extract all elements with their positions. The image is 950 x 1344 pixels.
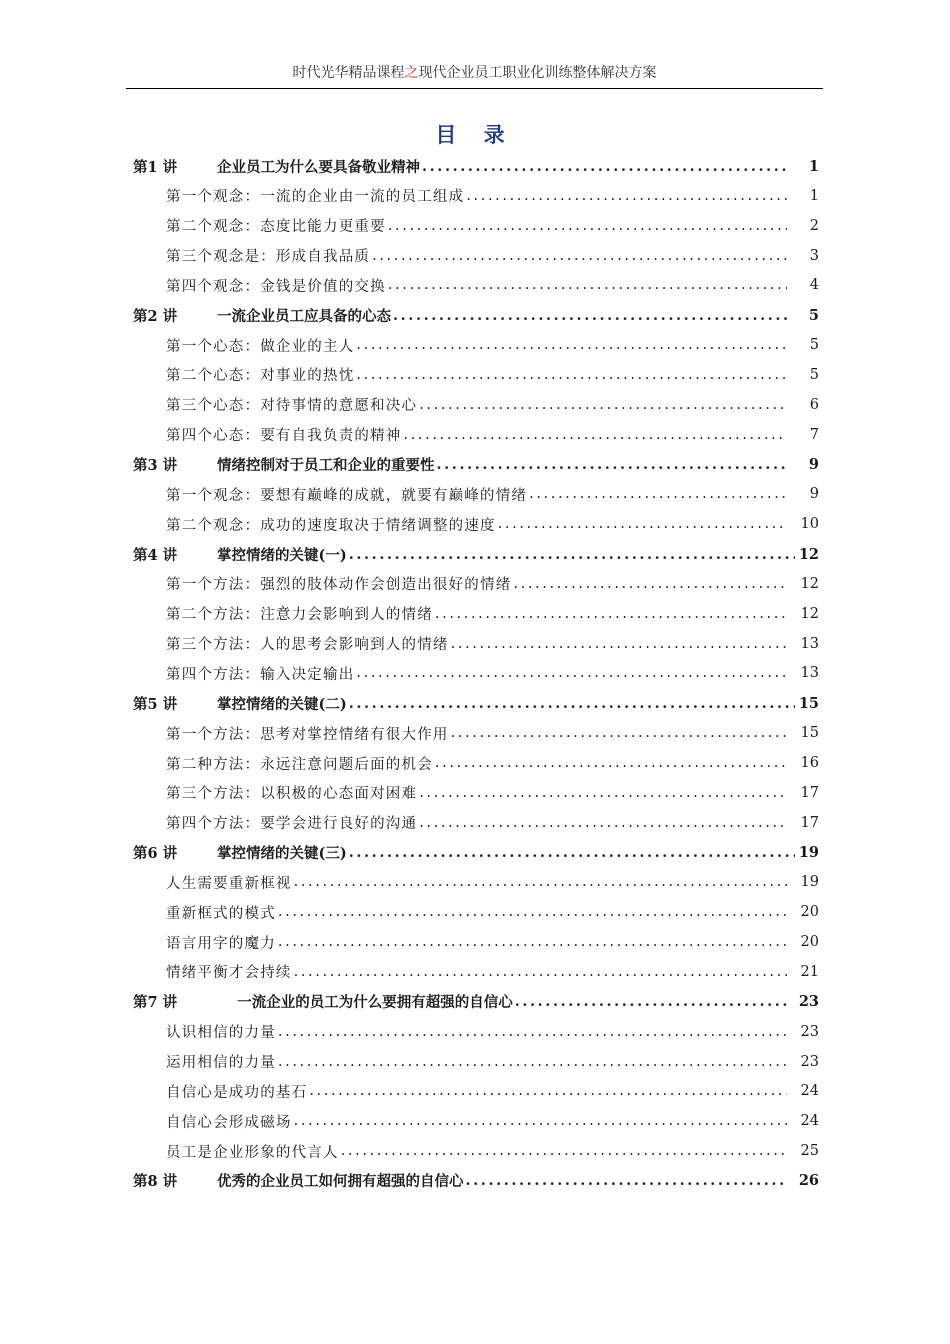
page-number: 15: [798, 694, 819, 712]
chapter-number: 第2 讲: [133, 307, 178, 325]
section-title: 重新框式的模式: [166, 905, 276, 922]
page-number: 3: [809, 247, 819, 264]
leader-dots: [356, 665, 787, 681]
page-header: [126, 62, 823, 89]
leader-dots: [372, 248, 787, 264]
page-number: 5: [809, 337, 819, 354]
toc-section-row[interactable]: [166, 181, 819, 211]
page-number: 20: [800, 934, 819, 951]
toc-section-row[interactable]: [166, 270, 819, 300]
toc-section-row[interactable]: [166, 420, 819, 450]
page-number: 13: [800, 635, 819, 652]
page-number: 16: [800, 755, 819, 771]
toc-section-row[interactable]: [166, 1106, 819, 1136]
toc-section-row[interactable]: [166, 748, 819, 778]
page-number: 25: [800, 1143, 819, 1160]
leader-dots: [278, 1024, 787, 1040]
page-number: 12: [800, 575, 819, 592]
toc-section-row[interactable]: [166, 1047, 819, 1077]
toc-chapter-row[interactable]: [133, 688, 819, 718]
section-title: 第四个心态：要有自我负责的精神: [166, 428, 402, 445]
chapter-title: 情绪控制对于员工和企业的重要性: [217, 457, 435, 474]
page-number: 24: [800, 1113, 819, 1130]
page-number: 23: [800, 1023, 819, 1040]
toc-section-row[interactable]: [166, 927, 819, 957]
chapter-number: 第1 讲: [133, 158, 178, 176]
leader-dots: [419, 785, 787, 801]
toc-section-row[interactable]: [166, 509, 819, 539]
page-number: 23: [798, 993, 819, 1011]
toc-section-row[interactable]: [166, 1017, 819, 1047]
leader-dots: [356, 337, 787, 353]
toc-section-row[interactable]: [166, 479, 819, 509]
section-title: 认识相信的力量: [166, 1025, 276, 1042]
page-number: 2: [809, 217, 819, 234]
section-title: 运用相信的力量: [166, 1055, 276, 1071]
toc-section-row[interactable]: [166, 629, 819, 659]
page-number: 1: [809, 187, 819, 204]
toc-section-row[interactable]: [166, 718, 819, 748]
section-title: 情绪平衡才会持续: [166, 965, 292, 982]
chapter-number: 第7 讲: [133, 994, 178, 1012]
toc-chapter-row[interactable]: [133, 987, 819, 1017]
page-number: 4: [809, 277, 819, 294]
page-number: 24: [800, 1083, 819, 1100]
leader-dots: [388, 277, 787, 293]
leader-dots: [278, 1054, 787, 1070]
leader-dots: [309, 1083, 787, 1099]
toc-chapter-row[interactable]: [133, 1166, 819, 1196]
leader-dots: [451, 636, 787, 652]
leader-dots: [437, 456, 788, 473]
chapter-number: 第8 讲: [133, 1173, 178, 1191]
chapter-title: 企业员工为什么要具备敬业精神: [217, 158, 420, 176]
chapter-title: 掌控情绪的关键(二): [217, 695, 347, 713]
section-title: 第四个方法：要学会进行良好的沟通: [166, 816, 418, 833]
chapter-number: 第4 讲: [133, 546, 178, 564]
toc-section-row[interactable]: [166, 241, 819, 271]
page-number: 6: [809, 396, 819, 413]
page-number: 19: [800, 874, 819, 891]
leader-dots: [513, 576, 787, 592]
section-title: 第二个观念：态度比能力更重要: [166, 219, 386, 236]
section-title: 第三个方法：人的思考会影响到人的情绪: [166, 637, 449, 654]
toc-chapter-row[interactable]: [133, 300, 819, 330]
page-number: 12: [800, 605, 819, 622]
page-number: 10: [800, 516, 819, 533]
chapter-number: 第6 讲: [133, 845, 178, 863]
toc-section-row[interactable]: [166, 957, 819, 987]
toc-section-row[interactable]: [166, 867, 819, 897]
toc-section-row[interactable]: [166, 778, 819, 808]
leader-dots: [498, 516, 787, 532]
page-number: 17: [800, 784, 819, 801]
toc-chapter-row[interactable]: [133, 838, 819, 868]
chapter-title: 掌控情绪的关键(三): [217, 845, 347, 863]
leader-dots: [451, 725, 787, 741]
page-number: 21: [800, 963, 819, 980]
section-title: 第三个观念是：形成自我品质: [166, 249, 371, 266]
leader-dots: [435, 755, 787, 771]
chapter-title: 掌控情绪的关键(一): [217, 546, 347, 564]
toc-section-row[interactable]: [166, 211, 819, 241]
section-title: 第四个观念：金钱是价值的交换: [166, 278, 386, 295]
section-title: 员工是企业形象的代言人: [166, 1144, 339, 1161]
section-title: 语言用字的魔力: [166, 935, 276, 952]
chapter-title: 一流企业员工应具备的心态: [217, 307, 391, 325]
leader-dots: [278, 904, 787, 920]
page-number: 20: [800, 904, 819, 921]
leader-dots: [349, 844, 795, 861]
section-title: 第二个观念：成功的速度取决于情绪调整的速度: [166, 517, 496, 534]
section-title: 第二个心态：对事业的热忱: [166, 368, 355, 385]
page-number: 9: [809, 486, 819, 503]
page-number: 12: [798, 545, 819, 563]
page-number: 5: [808, 306, 819, 324]
leader-dots: [515, 993, 787, 1010]
leader-dots: [294, 1113, 787, 1129]
toc-section-row[interactable]: [166, 330, 819, 360]
page-number: 26: [798, 1172, 819, 1190]
toc-section-row[interactable]: [166, 658, 819, 688]
toc-section-row[interactable]: [166, 390, 819, 420]
toc-chapter-row[interactable]: [133, 539, 819, 569]
page-number: 9: [808, 456, 819, 473]
leader-dots: [466, 1172, 788, 1189]
toc-section-row[interactable]: [166, 360, 819, 390]
page-number: 13: [800, 665, 819, 682]
leader-dots: [356, 367, 787, 383]
toc-section-row[interactable]: [166, 569, 819, 599]
chapter-title: 一流企业的员工为什么要拥有超强的自信心: [217, 994, 513, 1012]
header-text-left: 时代光华精品课程: [292, 65, 405, 81]
header-text-accent: 之: [404, 65, 419, 81]
leader-dots: [435, 606, 787, 622]
page-number: 17: [800, 814, 819, 831]
leader-dots: [349, 546, 795, 563]
section-title: 第三个心态：对待事情的意愿和决心: [166, 398, 418, 415]
leader-dots: [404, 427, 788, 443]
section-title: 第二个方法：注意力会影响到人的情绪: [166, 607, 433, 624]
chapter-title: 优秀的企业员工如何拥有超强的自信心: [217, 1173, 464, 1191]
page-number: 1: [808, 157, 819, 175]
leader-dots: [341, 1143, 787, 1159]
toc-section-row[interactable]: [166, 599, 819, 629]
header-text-right: 现代企业员工职业化训练整体解决方案: [418, 65, 657, 81]
page-number: 5: [809, 366, 819, 383]
leader-dots: [294, 874, 787, 890]
section-title: 第四个方法：输入决定输出: [166, 666, 355, 683]
section-title: 第一个观念：一流的企业由一流的员工组成: [166, 189, 465, 206]
toc-section-row[interactable]: [166, 1076, 819, 1106]
page-number: 23: [800, 1053, 819, 1070]
section-title: 人生需要重新框视: [166, 875, 292, 892]
leader-dots: [294, 964, 787, 980]
section-title: 自信心会形成磁场: [166, 1114, 292, 1131]
section-title: 第一个观念：要想有巅峰的成就，就要有巅峰的情绪: [166, 487, 528, 504]
page-number: 15: [800, 725, 819, 742]
section-title: 第一个方法：思考对掌控情绪有很大作用: [166, 726, 449, 743]
page-number: 19: [798, 844, 819, 862]
chapter-number: 第3 讲: [133, 457, 178, 474]
leader-dots: [278, 934, 787, 950]
toc-section-row[interactable]: [166, 897, 819, 927]
section-title: 第三个方法：以积极的心态面对困难: [166, 786, 418, 803]
toc-title: 目 录: [435, 122, 515, 147]
leader-dots: [529, 486, 787, 502]
leader-dots: [388, 218, 787, 234]
page-number: 7: [809, 426, 819, 443]
section-title: 第一个心态：做企业的主人: [166, 338, 355, 355]
leader-dots: [349, 695, 795, 712]
toc-section-row[interactable]: [166, 1136, 819, 1166]
leader-dots: [466, 188, 787, 204]
section-title: 自信心是成功的基石: [166, 1084, 308, 1101]
section-title: 第一个方法：强烈的肢体动作会创造出很好的情绪: [166, 577, 512, 594]
leader-dots: [419, 815, 787, 831]
chapter-number: 第5 讲: [133, 695, 178, 713]
section-title: 第二种方法：永远注意问题后面的机会: [166, 756, 433, 773]
toc-chapter-row[interactable]: [133, 450, 819, 480]
toc-chapter-row[interactable]: [133, 151, 819, 181]
leader-dots: [422, 158, 787, 175]
leader-dots: [419, 397, 787, 413]
toc-section-row[interactable]: [166, 808, 819, 838]
leader-dots: [393, 307, 787, 324]
